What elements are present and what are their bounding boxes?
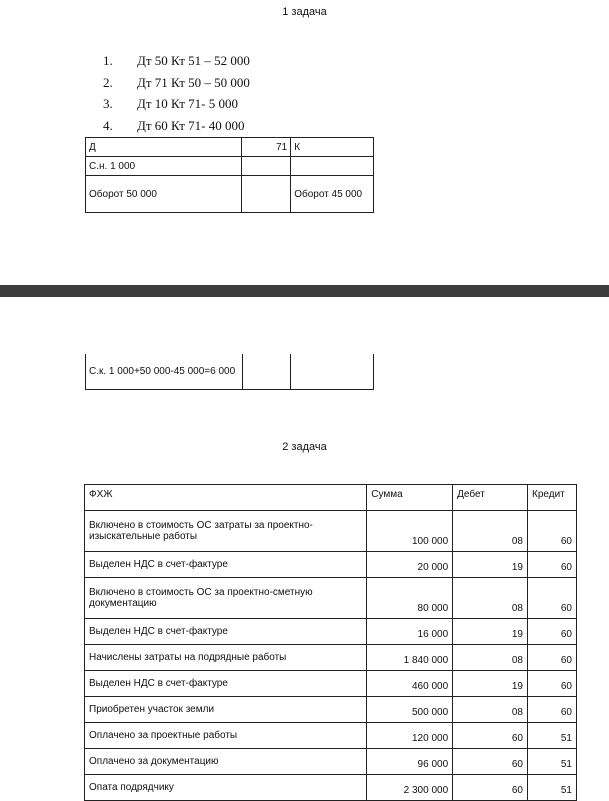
credit-cell: 51 — [528, 749, 577, 775]
entry-number: 2. — [103, 74, 113, 90]
sum-cell: 1 840 000 — [367, 645, 453, 671]
account-71-table-continued — [85, 354, 374, 390]
sum-cell: 120 000 — [367, 723, 453, 749]
task1-title: 1 задача — [282, 6, 327, 18]
col-header-op: ФХЖ — [85, 485, 367, 511]
table-row — [85, 723, 577, 749]
entry-text: Дт 71 Кт 50 – 50 000 — [137, 74, 250, 90]
table-row — [85, 775, 577, 801]
sum-cell: 460 000 — [367, 671, 453, 697]
table-row — [85, 619, 577, 645]
credit-cell: 60 — [528, 619, 577, 645]
col-header-credit: Кредит — [528, 485, 577, 511]
credit-cell: 60 — [528, 552, 577, 578]
task1-entries — [87, 50, 250, 136]
debit-cell: 08 — [453, 697, 528, 723]
op-cell: Выделен НДС в счет-фактуре — [85, 671, 367, 697]
op-cell: Начислены затраты на подрядные работы — [85, 645, 367, 671]
list-item — [87, 93, 250, 115]
sum-cell: 2 300 000 — [367, 775, 453, 801]
debit-cell: 08 — [453, 645, 528, 671]
sum-cell: 16 000 — [367, 619, 453, 645]
sum-cell: 500 000 — [367, 697, 453, 723]
task2-title: 2 задача — [282, 441, 327, 453]
op-cell: Оплачено за документацию — [85, 749, 367, 775]
debit-cell: 60 — [453, 749, 528, 775]
entry-number: 3. — [103, 96, 113, 111]
credit-cell: 60 — [528, 645, 577, 671]
sum-cell: 80 000 — [367, 578, 453, 619]
entry-text: Дт 50 Кт 51 – 52 000 — [137, 53, 250, 68]
account-debit-header: Д — [86, 138, 242, 157]
table-row — [85, 645, 577, 671]
sum-cell: 96 000 — [367, 749, 453, 775]
account-71-table — [85, 137, 374, 213]
debit-cell: 19 — [453, 552, 528, 578]
entry-number: 4. — [103, 117, 113, 133]
op-cell: Оплачено за проектные работы — [85, 723, 367, 749]
list-item — [87, 115, 250, 137]
sum-cell: 100 000 — [367, 511, 453, 552]
table-row — [85, 697, 577, 723]
debit-cell: 08 — [453, 511, 528, 552]
op-cell: Выделен НДС в счет-фактуре — [85, 552, 367, 578]
table-header-row — [85, 485, 577, 511]
table-row — [85, 671, 577, 697]
sum-cell: 20 000 — [367, 552, 453, 578]
credit-cell: 60 — [528, 697, 577, 723]
credit-cell: 60 — [528, 671, 577, 697]
account-closing-balance: С.к. 1 000+50 000-45 000=6 000 — [86, 354, 243, 390]
table-row — [85, 749, 577, 775]
empty-cell — [291, 354, 374, 390]
debit-cell: 19 — [453, 671, 528, 697]
entry-text: Дт 10 Кт 71- 5 000 — [137, 96, 238, 111]
page-separator — [0, 285, 609, 297]
empty-cell — [242, 157, 291, 176]
credit-cell: 51 — [528, 723, 577, 749]
op-cell: Выделен НДС в счет-фактуре — [85, 619, 367, 645]
table-row — [85, 511, 577, 552]
list-item — [87, 50, 250, 72]
op-cell: Опата подрядчику — [85, 775, 367, 801]
account-credit-header: К — [291, 138, 374, 157]
entry-text: Дт 60 Кт 71- 40 000 — [137, 117, 245, 133]
entry-number: 1. — [103, 53, 113, 68]
col-header-debit: Дебет — [453, 485, 528, 511]
table-row — [85, 552, 577, 578]
debit-cell: 19 — [453, 619, 528, 645]
credit-cell: 60 — [528, 578, 577, 619]
account-turnover-debit: Оборот 50 000 — [86, 176, 242, 213]
col-header-sum: Сумма — [367, 485, 453, 511]
empty-cell — [242, 176, 291, 213]
account-number: 71 — [242, 138, 291, 157]
op-cell: Включено в стоимость ОС затраты за проектно-изыскательные работы — [85, 511, 367, 552]
debit-cell: 60 — [453, 723, 528, 749]
op-cell: Приобретен участок земли — [85, 697, 367, 723]
debit-cell: 08 — [453, 578, 528, 619]
credit-cell: 51 — [528, 775, 577, 801]
empty-cell — [291, 157, 374, 176]
operations-table — [84, 484, 577, 801]
debit-cell: 60 — [453, 775, 528, 801]
op-cell: Включено в стоимость ОС за проектно-сметную документацию — [85, 578, 367, 619]
list-item — [87, 72, 250, 94]
account-opening-balance: С.н. 1 000 — [86, 157, 242, 176]
empty-cell — [242, 354, 291, 390]
table-row — [85, 578, 577, 619]
account-turnover-credit: Оборот 45 000 — [291, 176, 374, 213]
credit-cell: 60 — [528, 511, 577, 552]
